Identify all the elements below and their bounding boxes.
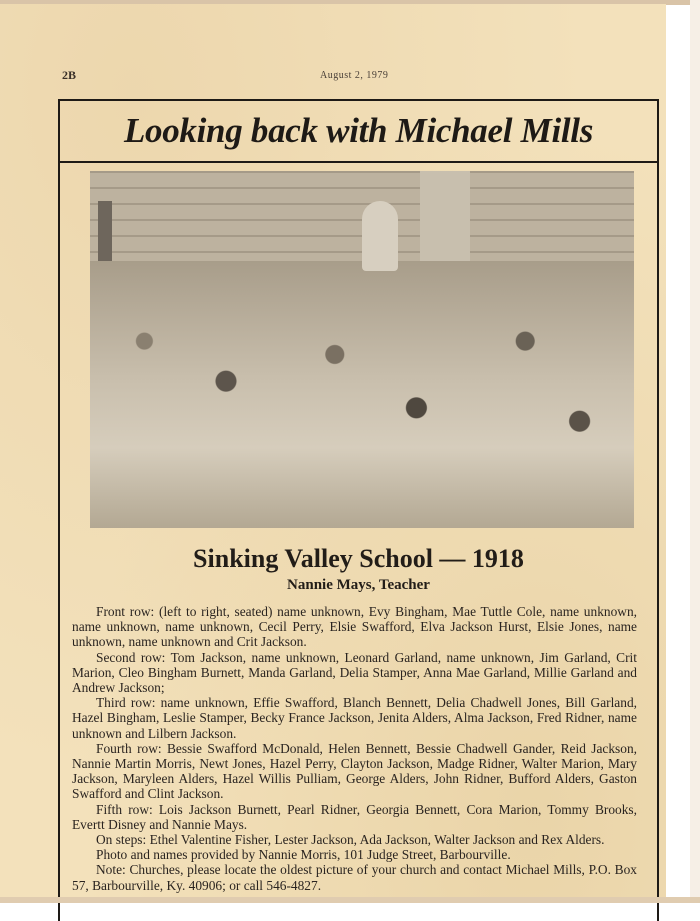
newspaper-clipping: [0, 4, 666, 903]
paragraph-second-row: Second row: Tom Jackson, name unknown, Leonard Garland, name unknown, Jim Garland, Crit Marion, Cleo Bingham Burnett, Manda Garland, Delia Stamper, Anna Mae Garland, Millie Garland and Andrew Jackson;: [72, 649, 637, 696]
paragraph-fifth-row: Fifth row: Lois Jackson Burnett, Pearl Ridner, Georgia Bennett, Cora Marion, Tommy Brooks, Evertt Disney and Nannie Mays.: [72, 801, 637, 832]
scan-bottom-edge: [0, 897, 700, 903]
article-box: [58, 99, 659, 921]
class-photo: [90, 171, 634, 528]
article-heading: Sinking Valley School — 1918: [193, 544, 524, 573]
paragraph-third-row: Third row: name unknown, Effie Swafford, Blanch Bennett, Delia Chadwell Jones, Bill Garland, Hazel Bingham, Leslie Stamper, Becky France Jackson, Jenita Alders, Alma Jackson, Fred Ridner, name unknown and Lilbern Jackson.: [72, 695, 637, 741]
column-title: Looking back with Michael Mills: [123, 111, 594, 150]
paragraph-front-row: Front row: (left to right, seated) name unknown, Evy Bingham, Mae Tuttle Cole, name unknown, name unknown, name unknown, Cecil Perry, Elsie Swafford, Elva Jackson Hurst, Elsie Jones, name unknown, name unknown and Crit Jackson.: [72, 604, 637, 650]
page-folio: 2B: [62, 68, 77, 82]
paragraph-fourth-row: Fourth row: Bessie Swafford McDonald, Helen Bennett, Bessie Chadwell Gander, Reid Jackson, Nannie Martin Morris, Newt Jones, Hazel Perry, Clayton Jackson, Madge Ridner, Walter Marion, Mary Jackson, Maryleen Alders, Hazel Willis Pulliam, George Alders, John Ridner, Bufford Alders, Gaston Swafford and Clint Jackson.: [72, 740, 637, 802]
article-subheading: Nannie Mays, Teacher: [287, 577, 430, 593]
title-rule: [60, 161, 657, 163]
article-body: [72, 604, 637, 893]
scan-right-edge: [690, 0, 700, 903]
students-group: [90, 261, 634, 528]
paragraph-note: Note: Churches, please locate the oldest picture of your church and contact Michael Mills, P.O. Box 57, Barbourville, Ky. 40906; or call 546-4827.: [72, 862, 637, 893]
paragraph-on-steps: On steps: Ethel Valentine Fisher, Lester Jackson, Ada Jackson, Walter Jackson and Rex Alders.: [96, 832, 605, 848]
teacher-figure: [362, 201, 398, 271]
dateline: August 2, 1979: [320, 70, 389, 81]
paragraph-credit: Photo and names provided by Nannie Morris, 101 Judge Street, Barbourville.: [96, 847, 511, 863]
